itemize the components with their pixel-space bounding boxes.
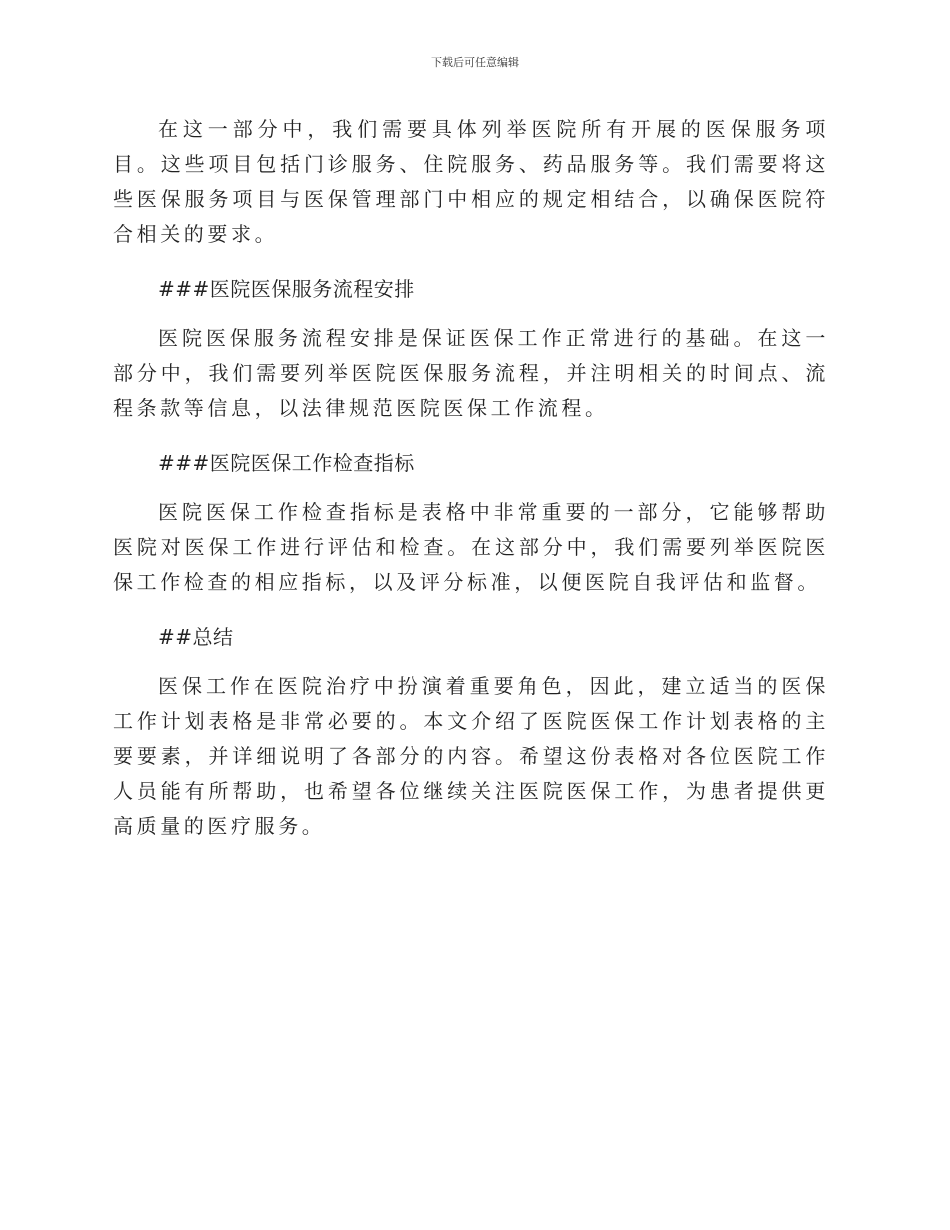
document-body bbox=[113, 112, 829, 864]
paragraph-inspection-indicators: 医院医保工作检查指标是表格中非常重要的一部分，它能够帮助医院对医保工作进行评估和检查。在这部分中，我们需要列举医院医保工作检查的相应指标，以及评分标准，以便医院自我评估和监督。 bbox=[113, 500, 829, 594]
heading-inspection-indicators: ###医院医保工作检查指标 bbox=[158, 451, 415, 475]
paragraph-service-process: 医院医保服务流程安排是保证医保工作正常进行的基础。在这一部分中，我们需要列举医院医保服务流程，并注明相关的时间点、流程条款等信息，以法律规范医院医保工作流程。 bbox=[113, 326, 829, 420]
paragraph-service-items: 在这一部分中，我们需要具体列举医院所有开展的医保服务项目。这些项目包括门诊服务、住院服务、药品服务等。我们需要将这些医保服务项目与医保管理部门中相应的规定相结合，以确保医院符合相关的要求。 bbox=[113, 117, 829, 246]
heading-summary: ##总结 bbox=[158, 625, 234, 649]
page-header: 下载后可任意编辑 bbox=[431, 56, 519, 69]
heading-service-process: ###医院医保服务流程安排 bbox=[158, 277, 415, 301]
paragraph-summary: 医保工作在医院治疗中扮演着重要角色，因此，建立适当的医保工作计划表格是非常必要的。本文介绍了医院医保工作计划表格的主要要素，并详细说明了各部分的内容。希望这份表格对各位医院工作人员能有所帮助，也希望各位继续关注医院医保工作，为患者提供更高质量的医疗服务。 bbox=[113, 674, 829, 838]
